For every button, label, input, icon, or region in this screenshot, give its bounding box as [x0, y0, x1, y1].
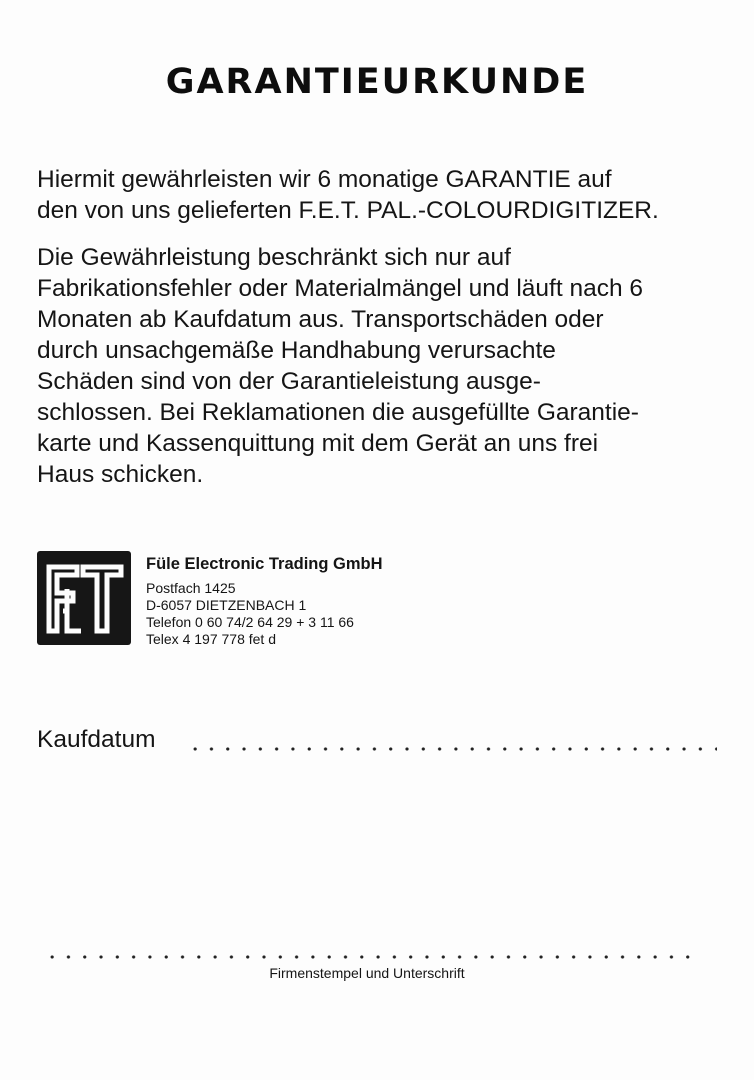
- page-title: GARANTIEURKUNDE: [165, 62, 589, 102]
- purchase-date-field: [37, 725, 717, 757]
- address-line: Postfach 1425: [146, 580, 236, 596]
- signature-dotted-line: [44, 955, 698, 959]
- guarantee-terms-paragraph: [37, 242, 727, 490]
- fet-logo-graphic: [37, 551, 131, 645]
- address-line: Telex 4 197 778 fet d: [146, 631, 276, 647]
- address-line: D-6057 DIETZENBACH 1: [146, 597, 307, 613]
- guarantee-intro-paragraph: [37, 164, 727, 226]
- purchase-date-dotted-line: [187, 747, 717, 751]
- company-block: [146, 555, 383, 648]
- text-line: Schäden sind von der Garantieleistung ausge-: [37, 368, 541, 395]
- text-line: Haus schicken.: [37, 461, 204, 488]
- text-line: schlossen. Bei Reklamationen die ausgefüllte Garantie-: [37, 399, 639, 426]
- text-line: Die Gewährleistung beschränkt sich nur auf: [37, 244, 511, 271]
- text-line: Fabrikationsfehler oder Materialmängel und läuft nach 6: [37, 275, 644, 302]
- text-line: Monaten ab Kaufdatum aus. Transportschäden oder: [37, 306, 604, 333]
- text-line: Hiermit gewährleisten wir 6 monatige GARANTIE auf: [37, 166, 612, 193]
- text-line: den von uns gelieferten F.E.T. PAL.-COLOURDIGITIZER.: [37, 197, 659, 224]
- company-name: Füle Electronic Trading GmbH: [146, 555, 383, 573]
- text-line: karte und Kassenquittung mit dem Gerät an uns frei: [37, 430, 599, 457]
- text-line: durch unsachgemäße Handhabung verursachte: [37, 337, 556, 364]
- fet-logo-icon: [37, 551, 131, 645]
- address-line: Telefon 0 60 74/2 64 29 + 3 11 66: [146, 614, 354, 630]
- signature-label: Firmenstempel und Unterschrift: [269, 965, 465, 981]
- purchase-date-label: Kaufdatum: [37, 726, 156, 753]
